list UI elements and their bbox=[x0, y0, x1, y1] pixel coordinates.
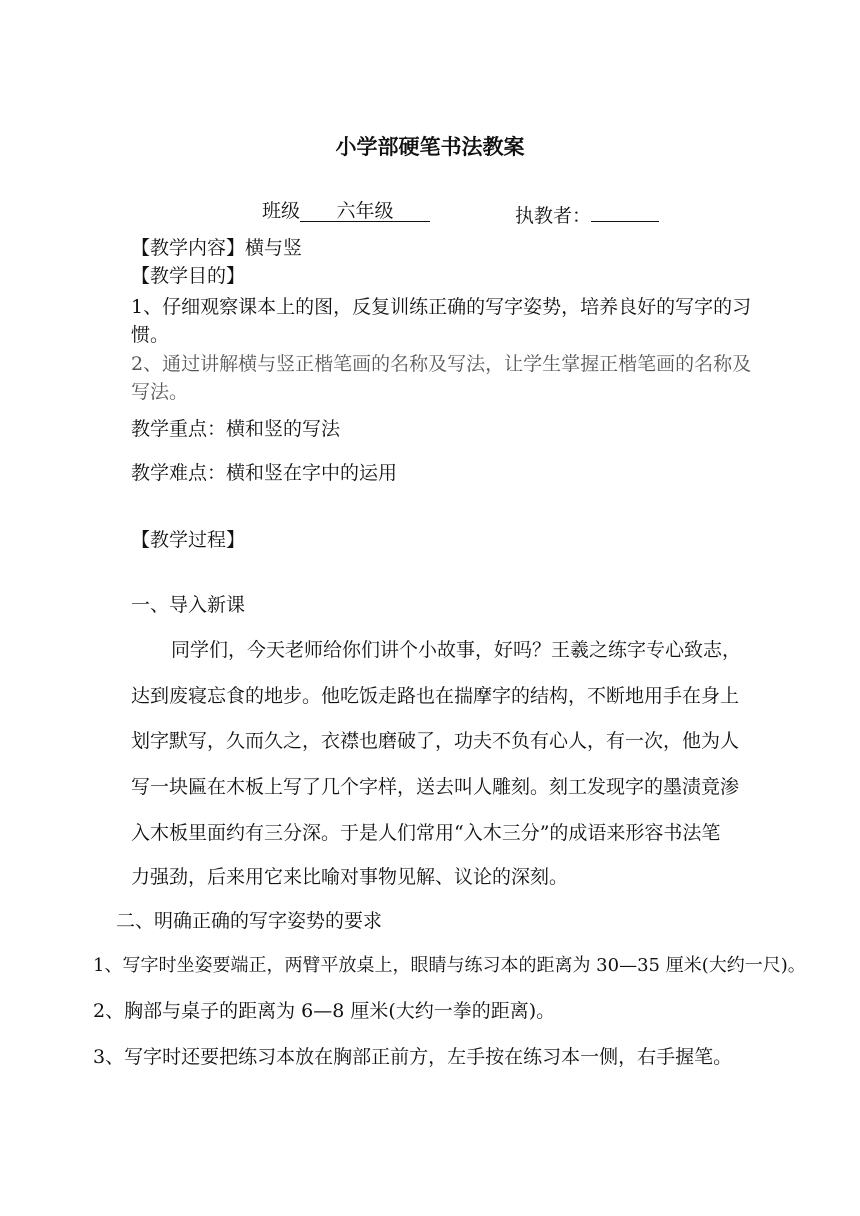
story-line: 写一块匾在木板上写了几个字样，送去叫人雕刻。刻工发现字的墨渍竟渗 bbox=[131, 776, 740, 798]
teacher-label: 执教者： bbox=[515, 205, 592, 227]
class-label: 班级 bbox=[262, 200, 301, 222]
story-line: 达到废寝忘食的地步。他吃饭走路也在揣摩字的结构，不断地用手在身上 bbox=[131, 685, 740, 707]
teaching-content: 【教学内容】横与竖 bbox=[131, 237, 303, 259]
difficulty-point: 教学难点：横和竖在字中的运用 bbox=[131, 462, 398, 484]
process-heading: 【教学过程】 bbox=[131, 529, 246, 551]
class-field bbox=[262, 199, 430, 223]
posture-rule: 2、胸部与桌子的距离为 6—8 厘米(大约一拳的距离)。 bbox=[93, 1000, 556, 1022]
key-point: 教学重点：横和竖的写法 bbox=[131, 418, 341, 440]
teacher-blank bbox=[591, 199, 659, 222]
page-title: 小学部硬笔书法教案 bbox=[335, 135, 525, 159]
objective-2-line-2: 写法。 bbox=[131, 381, 189, 403]
story-line: 同学们，今天老师给你们讲个小故事，好吗？王羲之练字专心致志， bbox=[171, 639, 742, 661]
story-line: 入木板里面约有三分深。于是人们常用“入木三分”的成语来形容书法笔 bbox=[131, 822, 721, 844]
story-line: 力强劲，后来用它来比喻对事物见解、议论的深刻。 bbox=[131, 866, 569, 888]
posture-rule: 1、写字时坐姿要端正，两臂平放桌上，眼睛与练习本的距离为 30—35 厘米(大约一尺)。 bbox=[93, 955, 806, 976]
objective-2-line-1: 2、通过讲解横与竖正楷笔画的名称及写法，让学生掌握正楷笔画的名称及 bbox=[131, 353, 752, 375]
teacher-field bbox=[515, 199, 659, 228]
objective-1-line-1: 1、仔细观察课本上的图，反复训练正确的写字姿势，培养良好的写字的习 bbox=[131, 296, 752, 318]
objectives-heading: 【教学目的】 bbox=[131, 265, 246, 287]
story-line: 划字默写，久而久之，衣襟也磨破了，功夫不负有心人，有一次，他为人 bbox=[131, 730, 740, 752]
section-2-heading: 二、明确正确的写字姿势的要求 bbox=[116, 910, 383, 932]
posture-rule: 3、写字时还要把练习本放在胸部正前方，左手按在练习本一侧，右手握笔。 bbox=[93, 1046, 733, 1068]
class-value: 六年级 bbox=[300, 199, 430, 222]
objective-1-line-2: 惯。 bbox=[131, 324, 170, 346]
section-1-heading: 一、导入新课 bbox=[131, 594, 246, 616]
